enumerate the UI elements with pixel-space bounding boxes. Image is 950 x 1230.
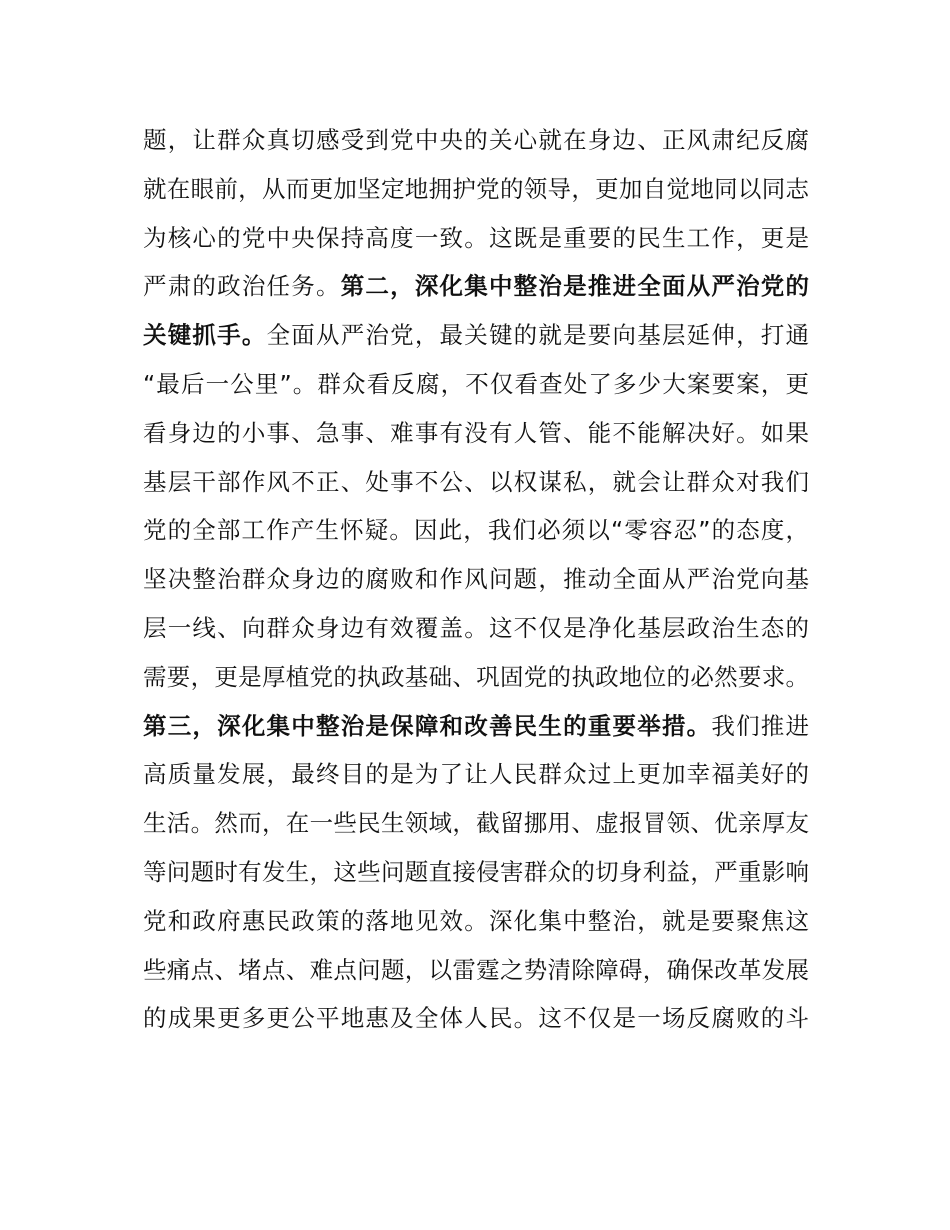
text-segment: 的成果更多更公平地惠及全体人民。这不仅是一场反腐败的斗 <box>143 1004 809 1033</box>
text-segment: 题，让群众真切感受到党中央的关心就在身边、正风肃纪反腐 <box>143 126 809 154</box>
text-segment: 需要，更是厚植党的执政基础、巩固党的执政地位的必然要求。 <box>143 662 809 691</box>
document-body <box>143 116 809 1043</box>
text-segment: 高质量发展，最终目的是为了让人民群众过上更加幸福美好的 <box>143 760 809 789</box>
text-segment: 我们推进 <box>711 711 810 740</box>
text-line <box>143 311 809 360</box>
text-line <box>143 994 809 1043</box>
text-segment: 等问题时有发生，这些问题直接侵害群众的切身利益，严重影响 <box>143 857 809 886</box>
bold-text-segment: 关键抓手。 <box>143 321 267 350</box>
bold-text-segment: 第三，深化集中整治是保障和改善民生的重要举措。 <box>143 711 712 740</box>
text-line <box>143 750 809 799</box>
text-segment: 些痛点、堵点、难点问题，以雷霆之势清除障碍，确保改革发展 <box>143 955 809 984</box>
text-line <box>143 848 809 897</box>
text-line <box>143 555 809 604</box>
text-line <box>143 116 809 165</box>
text-segment: 严肃的政治任务。 <box>143 272 341 301</box>
text-line <box>143 799 809 848</box>
text-line <box>143 653 809 702</box>
text-segment: 生活。然而，在一些民生领域，截留挪用、虚报冒领、优亲厚友 <box>143 809 809 838</box>
text-line <box>143 702 809 751</box>
bold-text-segment: 第二，深化集中整治是推进全面从严治党的 <box>340 272 810 301</box>
text-line <box>143 604 809 653</box>
text-segment: “最后一公里”。群众看反腐，不仅看查处了多少大案要案，更 <box>143 369 809 398</box>
text-segment: 看身边的小事、急事、难事有没有人管、能不能解决好。如果 <box>143 418 809 447</box>
text-line <box>143 897 809 946</box>
text-segment: 全面从严治党，最关键的就是要向基层延伸，打通 <box>266 321 810 350</box>
text-segment: 党的全部工作产生怀疑。因此，我们必须以“零容忍”的态度， <box>143 516 809 545</box>
text-line <box>143 165 809 214</box>
text-segment: 为核心的党中央保持高度一致。这既是重要的民生工作，更是 <box>143 223 809 252</box>
text-segment: 坚决整治群众身边的腐败和作风问题，推动全面从严治党向基 <box>143 565 809 594</box>
text-line <box>143 262 809 311</box>
text-line <box>143 360 809 409</box>
text-segment: 层一线、向群众身边有效覆盖。这不仅是净化基层政治生态的 <box>143 613 809 642</box>
text-line <box>143 506 809 555</box>
text-segment: 就在眼前，从而更加坚定地拥护党的领导，更加自觉地同以同志 <box>143 174 809 203</box>
text-line <box>143 214 809 263</box>
text-line <box>143 458 809 507</box>
text-line <box>143 946 809 995</box>
text-segment: 党和政府惠民政策的落地见效。深化集中整治，就是要聚焦这 <box>143 906 809 935</box>
text-segment: 基层干部作风不正、处事不公、以权谋私，就会让群众对我们 <box>143 467 809 496</box>
text-line <box>143 409 809 458</box>
